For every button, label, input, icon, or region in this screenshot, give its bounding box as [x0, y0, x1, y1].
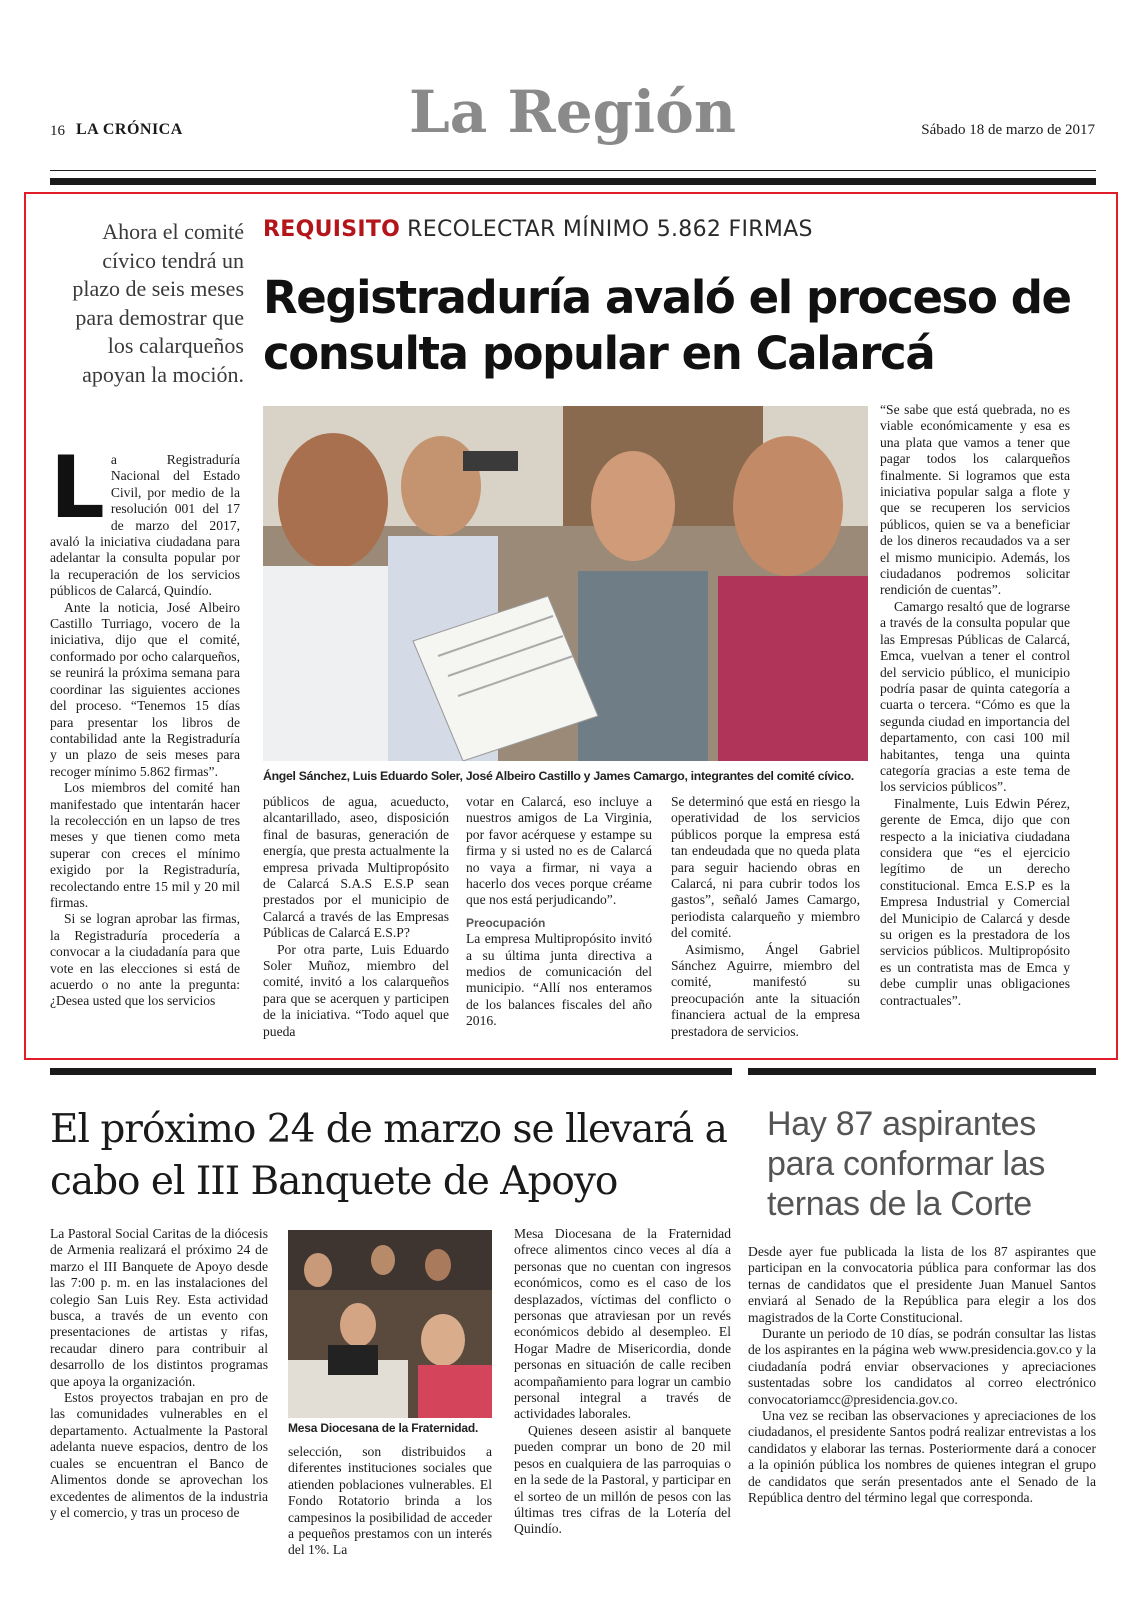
paragraph: Asimismo, Ángel Gabriel Sánchez Aguirre, miembro del comité, manifestó su preocupación ante la situación financiera actual de la empresa prestadora de servicios. [671, 941, 860, 1039]
court-headline: Hay 87 aspirantes para conformar las ternas de la Corte [767, 1105, 1046, 1223]
main-headline: Registraduría avaló el proceso de consulta popular en Calarcá [263, 271, 1071, 380]
paragraph: Una vez se reciban las observaciones y apreciaciones de los ciudadanos, el presidente Santos podrá realizar entrevistas a los candidatos y elaborar las ternas. Posteriormente dará a conocer a la opinión pública los nombres de quienes integran el grupo de candidatos que serán presentados ante el Senado de la República dentro del término legal que corresponda. [748, 1408, 1096, 1506]
paragraph: La empresa Multipropósito invitó a su última junta directiva a medios de comunicación del municipio. “Allí nos enteramos de los balances fiscales del año 2016. [466, 931, 652, 1029]
paragraph: Desde ayer fue publicada la lista de los 87 aspirantes que participan en la convocatoria pública para conformar las dos ternas de candidatos que el presidente Juan Manuel Santos enviará al Senado de la República para elegir a los dos magistrados de la Corte Constitucional. [748, 1244, 1096, 1325]
section-rule-left [50, 1068, 732, 1075]
paragraph: Se determinó que está en riesgo la operatividad de los servicios públicos porque la empresa está tan endeudada que no queda plata para seguir haciendo obras en Calarcá, ni para cubrir todos los gastos”, señaló James Camargo, periodista calarqueño y miembro del comité. [671, 794, 860, 941]
paragraph: Los miembros del comité han manifestado que intentarán hacer la recolección en un lapso de tres meses y que tienen como meta superar con creces el mínimo exigido por la Registraduría, recolectando entre 15 mil y 20 mil firmas. [50, 780, 240, 910]
newspaper-name: LA CRÓNICA [76, 121, 183, 138]
subheading: Preocupación [466, 915, 546, 930]
paragraph: Mesa Diocesana de la Fraternidad ofrece alimentos cinco veces al día a personas que no cuentan con ingresos económicos, como es el caso de los desplazados, víctimas del conflicto o personas que atraviesan por un revés económicos debido al desempleo. El Hogar Madre de Misericordia, donde personas en situación de calle reciben acompañamiento para lograr un cambio personal integral a través de actividades laborales. [514, 1226, 731, 1422]
banquet-headline: El próximo 24 de marzo se llevará a cabo el III Banquete de Apoyo [50, 1107, 727, 1204]
paragraph: Durante un periodo de 10 días, se podrán consultar las listas de los aspirantes en la página web www.presidencia.gov.co y la ciudadanía podrá enviar observaciones y apreciaciones sustentadas sobre los candidatos al correo electrónico convocatoriamcc@presidencia.gov.co. [748, 1326, 1096, 1407]
kicker-text: RECOLECTAR MÍNIMO 5.862 FIRMAS [407, 217, 813, 242]
paragraph: Quienes deseen asistir al banquete pueden comprar un bono de 20 mil pesos en cualquiera de las parroquias o en la sede de la Pastoral, y participar en el sorteo de un millón de pesos con las últimas tres cifras de la Lotería del Quindío. [514, 1422, 731, 1537]
main-column-5 [880, 402, 1070, 1009]
section-rule-right [748, 1068, 1096, 1075]
paragraph: Por otra parte, Luis Eduardo Soler Muñoz, miembro del comité, invitó a los calarqueños para que se acerquen y participen de la iniciativa. “Todo aquel que pueda [263, 941, 449, 1039]
paragraph: Finalmente, Luis Edwin Pérez, gerente de Emca, dijo que con respecto a la iniciativa ciudadana considera que “es el ejercicio legítimo de un derecho constitucional. Emca E.S.P es la Empresa Industrial y Comercial del Municipio de Calarcá y desde su origen es la prestadora de los servicios públicos. Multipropósito es un contratista mas de Emca y debe cumplir unas obligaciones contractuales”. [880, 795, 1070, 1008]
masthead-rule-thin [50, 170, 1096, 171]
banquet-photo-caption: Mesa Diocesana de la Fraternidad. [288, 1421, 479, 1435]
paragraph: Ante la noticia, José Albeiro Castillo Turriago, vocero de la iniciativa, dijo que el comité, conformado por ocho calarqueños, se reunirá la próxima semana para coordinar las siguientes acciones del proceso. “Tenemos 15 días para presentar los libros de contabilidad ante la Registraduría y un plazo de seis meses para recoger mínimo 5.862 firmas”. [50, 599, 240, 779]
court-column [748, 1244, 1096, 1507]
section-title: La Región [408, 78, 737, 146]
paragraph: Si se logran aprobar las firmas, la Registraduría procedería a convocar a la ciudadanía para que vote en las elecciones si está de acuerdo o no ante la pregunta: ¿Desea usted que los servicios [50, 911, 240, 1009]
paragraph: Camargo resaltó que de lograrse a través de la consulta popular que las Empresas Públicas de Calarcá, Emca, vuelvan a tener el control del servicio público, el municipio podría pasar de quinta categoría a cuarta o tercera. “Cómo es que la segunda ciudad en importancia del departamento, con casi 100 mil habitantes, tenga una quinta categoría gracias a este tema de los servicios públicos”. [880, 598, 1070, 795]
paragraph: Estos proyectos trabajan en pro de las comunidades vulnerables en el departamento. Actualmente la Pastoral adelanta nueve espacios, dentro de los cuales se encuentran el Banco de Alimentos donde se aprovechan los excedentes de alimentos de la industria y el comercio, y tras un proceso de [50, 1390, 268, 1520]
main-column-2 [263, 794, 449, 1040]
main-column-1 [50, 438, 240, 1010]
main-column-3 [466, 794, 652, 1030]
pull-quote: Ahora el comité cívico tendrá un plazo de seis meses para demostrar que los calarqueños apoyan la moción. [72, 219, 244, 387]
paragraph: votar en Calarcá, eso incluye a nuestros amigos de La Virginia, por favor acérquese y estampe su firma y si usted no es de Calarcá no vaya a firmar, ni vaya a hacerlo dos veces porque créame que nos está perjudicando”. [466, 794, 652, 908]
photo-caption: Ángel Sánchez, Luis Eduardo Soler, José Albeiro Castillo y James Camargo, integrantes del comité cívico. [263, 769, 854, 783]
banquet-photo [288, 1230, 492, 1418]
main-column-4 [671, 794, 860, 1040]
paragraph: a Registraduría Nacional del Estado Civil, por medio de la resolución 001 del 17 de marzo del 2017, avaló la iniciativa ciudadana para adelantar la consulta popular por la recuperación de los servicios públicos de Calarcá, Quindío. [50, 452, 240, 599]
paragraph: La Pastoral Social Caritas de la diócesis de Armenia realizará el próximo 24 de marzo el III Banquete de Apoyo desde las 7:00 p. m. en las instalaciones del colegio San Luis Rey. Esta actividad busca, a través de un evento con presentaciones de artistas y rifas, recaudar dinero para contribuir al desarrollo de los distintos programas que apoya la organización. [50, 1226, 268, 1389]
masthead-rule-thick [50, 178, 1096, 185]
committee-photo [263, 406, 868, 761]
issue-date: Sábado 18 de marzo de 2017 [921, 122, 1095, 138]
drop-cap: L [50, 438, 105, 538]
kicker-label: REQUISITO [263, 217, 401, 242]
paragraph: públicos de agua, acueducto, alcantarillado, aseo, disposición final de basuras, generación de energía, que presta actualmente la empresa privada Multipropósito de Calarcá S.A.S E.S.P sean prestados por el municipio de Calarcá a través de las Empresas Públicas de Calarcá E.S.P? [263, 794, 449, 941]
banquet-column-1 [50, 1226, 268, 1521]
paragraph: “Se sabe que está quebrada, no es viable económicamente y esa es una plata que vamos a tener que pagar todos los calarqueños finalmente. Si logramos que esta iniciativa popular salga a flote y que se recuperen los servicios públicos, quien se va a beneficiar de los dineros recaudados va a ser el mismo municipio. Además, los ciudadanos podremos solicitar rendición de cuentas”. [880, 402, 1070, 598]
kicker [263, 217, 813, 242]
paragraph: selección, son distribuidos a diferentes instituciones sociales que atienden poblaciones vulnerables. El Fondo Rotatorio brinda a los campesinos la posibilidad de acceder a pequeños prestamos con un interés del 1%. La [288, 1444, 492, 1558]
page-number: 16 [50, 123, 65, 139]
banquet-column-2 [288, 1444, 492, 1559]
banquet-column-3 [514, 1226, 731, 1538]
